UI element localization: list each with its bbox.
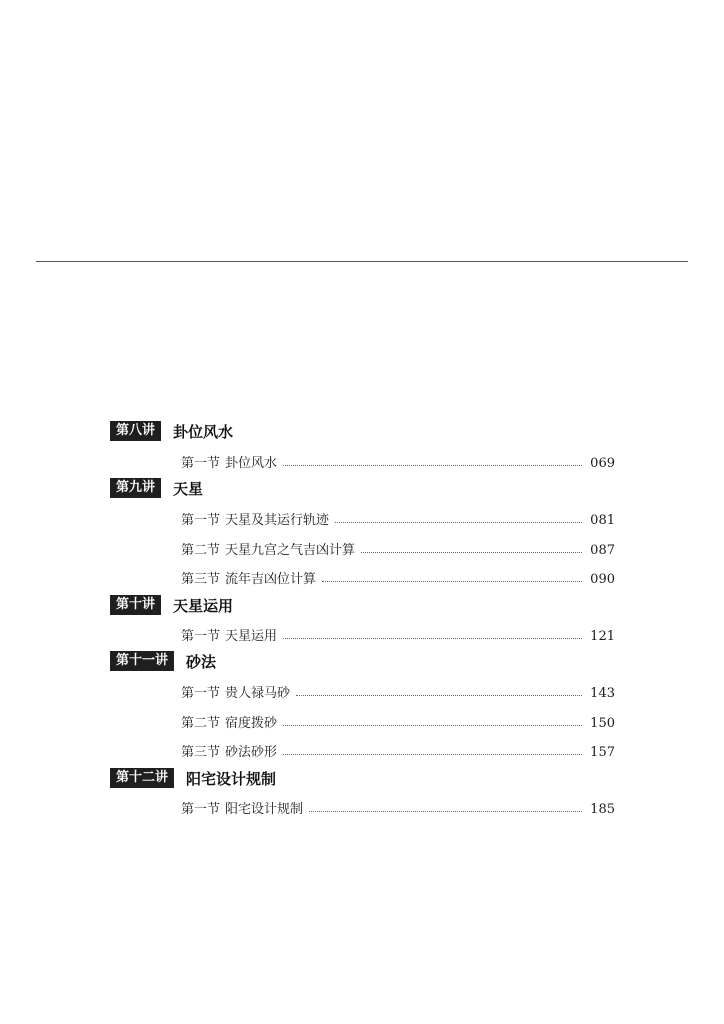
toc-entry[interactable] (181, 711, 615, 731)
section-title: 流年吉凶位计算 (225, 572, 317, 587)
lecture-8-heading[interactable] (110, 421, 233, 441)
section-title: 贵人禄马砂 (225, 686, 291, 701)
lecture-tag: 第九讲 (110, 478, 161, 498)
section-number: 第一节 (181, 456, 221, 471)
lecture-title: 阳宅设计规制 (186, 769, 277, 788)
section-number: 第二节 (181, 543, 221, 558)
dot-leader (322, 581, 582, 582)
section-number: 第三节 (181, 745, 221, 760)
section-number: 第一节 (181, 802, 221, 817)
page-number: 157 (590, 745, 615, 760)
dot-leader (283, 465, 582, 466)
page-number: 069 (590, 456, 615, 471)
dot-leader (296, 695, 582, 696)
section-title: 天星及其运行轨迹 (225, 513, 330, 528)
dot-leader (283, 725, 582, 726)
lecture-title: 砂法 (186, 652, 217, 671)
toc-entry[interactable] (181, 538, 615, 558)
lecture-title: 天星 (173, 479, 204, 498)
lecture-9-heading[interactable] (110, 478, 203, 498)
section-number: 第一节 (181, 513, 221, 528)
section-title: 天星九宫之气吉凶计算 (225, 543, 356, 558)
toc-entry[interactable] (181, 797, 615, 817)
lecture-tag: 第十讲 (110, 595, 161, 615)
dot-leader (335, 522, 582, 523)
dot-leader (283, 754, 582, 755)
section-title: 卦位风水 (225, 456, 278, 471)
lecture-title: 天星运用 (173, 596, 234, 615)
section-number: 第三节 (181, 572, 221, 587)
lecture-tag: 第八讲 (110, 421, 161, 441)
page-number: 121 (590, 629, 615, 644)
lecture-11-heading[interactable] (110, 651, 216, 671)
section-title: 砂法砂形 (225, 745, 278, 760)
toc-entry[interactable] (181, 567, 615, 587)
toc-entry[interactable] (181, 508, 615, 528)
section-title: 宿度拨砂 (225, 716, 278, 731)
lecture-12-heading[interactable] (110, 768, 276, 788)
lecture-tag: 第十二讲 (110, 768, 174, 788)
page-number: 185 (590, 802, 615, 817)
lecture-title: 卦位风水 (173, 422, 234, 441)
section-title: 天星运用 (225, 629, 278, 644)
page-number: 150 (590, 716, 615, 731)
page-number: 090 (590, 572, 615, 587)
section-title: 阳宅设计规制 (225, 802, 304, 817)
header-rule (36, 261, 688, 262)
toc-entry[interactable] (181, 624, 615, 644)
section-number: 第二节 (181, 716, 221, 731)
lecture-tag: 第十一讲 (110, 651, 174, 671)
section-number: 第一节 (181, 686, 221, 701)
lecture-10-heading[interactable] (110, 595, 233, 615)
toc-entry[interactable] (181, 451, 615, 471)
page-number: 143 (590, 686, 615, 701)
dot-leader (283, 638, 582, 639)
toc-entry[interactable] (181, 740, 615, 760)
dot-leader (309, 811, 582, 812)
dot-leader (361, 552, 582, 553)
page-number: 081 (590, 513, 615, 528)
section-number: 第一节 (181, 629, 221, 644)
page-number: 087 (590, 543, 615, 558)
toc-entry[interactable] (181, 681, 615, 701)
